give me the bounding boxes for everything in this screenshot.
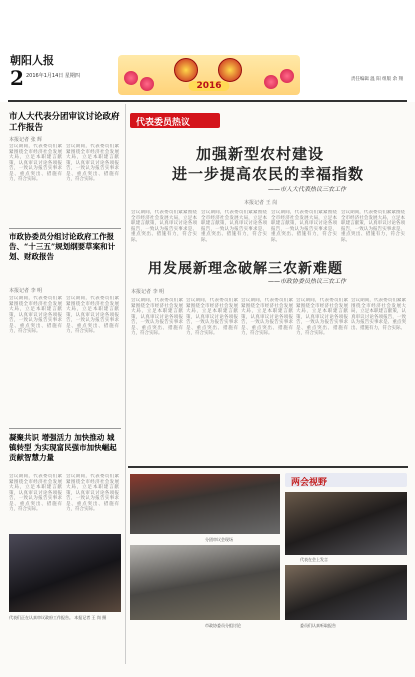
article-body: 会议期间，代表委员们紧紧围绕全市经济社会发展大局，立足本职建言献策，认真审议讨论各项报告，一致认为报告实事求是、重点突出、措施有力，符合实际。 <box>9 144 62 182</box>
festive-banner <box>118 55 300 95</box>
section-tag-label: 两会视野 <box>291 478 328 488</box>
article-body: 会议期间，代表委员们紧紧围绕全市经济社会发展大局，立足本职建言献策，认真审议讨论各项报告，一致认为报告实事求是、重点突出、措施有力，符合实际。 <box>241 298 293 336</box>
article-body: 会议期间，代表委员们紧紧围绕全市经济社会发展大局，立足本职建言献策，认真审议讨论各项报告，一致认为报告实事求是、重点突出、措施有力，符合实际。 <box>66 144 119 182</box>
article-title-cppcc: 市政协委员分组讨论政府工作报告、“十三五”规划纲要草案和计划、财政报告 <box>9 232 116 261</box>
banner-year: 2016 <box>188 81 229 91</box>
article-title-transform: 凝聚共识 增强活力 加快推动 城镇转型 为实现富民强市加快崛起贡献智慧力量 <box>9 433 117 462</box>
article-body: 会议期间，代表委员们紧紧围绕全市经济社会发展大局，立足本职建言献策，认真审议讨论各项报告，一致认为报告实事求是、重点突出、措施有力，符合实际。 <box>296 298 348 336</box>
delegate-speaking-photo <box>285 492 407 555</box>
headline-second: 用发展新理念破解三农新难题 <box>148 261 343 277</box>
article-byline: 本报记者 李 明 <box>131 289 165 295</box>
editor-credit: 责任编辑 温 阳 组版 余 翔 <box>350 77 403 82</box>
flower-decoration-icon <box>264 75 278 89</box>
delegates-photo <box>9 534 121 612</box>
national-emblem-icon <box>174 58 198 82</box>
article-body: 会议期间，代表委员们紧紧围绕全市经济社会发展大局，立足本职建言献策，认真审议讨论各项报告，一致认为报告实事求是、重点突出、措施有力，符合实际。 <box>66 296 119 334</box>
section-tag <box>285 473 407 487</box>
photo-caption: 市政协委员分组讨论 <box>205 623 241 628</box>
photo-caption: 分团审议会现场 <box>205 537 233 542</box>
feature-tag <box>130 113 220 128</box>
committee-members-photo <box>285 565 407 620</box>
headline-subtitle: ——市人大代表热议三农工作 <box>268 186 347 193</box>
article-body: 会议期间，代表委员们紧紧围绕全市经济社会发展大局，立足本职建言献策，认真审议讨论各项报告，一致认为报告实事求是、重点突出、措施有力，符合实际。 <box>341 210 405 243</box>
article-body: 会议期间，代表委员们紧紧围绕全市经济社会发展大局，立足本职建言献策，认真审议讨论各项报告，一致认为报告实事求是、重点突出、措施有力，符合实际。 <box>9 474 62 512</box>
article-body: 会议期间，代表委员们紧紧围绕全市经济社会发展大局，立足本职建言献策，认真审议讨论各项报告，一致认为报告实事求是、重点突出、措施有力，符合实际。 <box>351 298 406 331</box>
article-byline: 本报记者 李 明 <box>9 288 43 294</box>
article-divider <box>9 228 121 229</box>
article-body: 会议期间，代表委员们紧紧围绕全市经济社会发展大局，立足本职建言献策，认真审议讨论各项报告，一致认为报告实事求是、重点突出、措施有力，符合实际。 <box>131 210 197 243</box>
masthead <box>0 0 415 102</box>
article-body: 会议期间，代表委员们紧紧围绕全市经济社会发展大局，立足本职建言献策，认真审议讨论各项报告，一致认为报告实事求是、重点突出、措施有力，符合实际。 <box>131 298 183 336</box>
headline-line1: 加强新型农村建设 <box>196 145 325 163</box>
article-title-npc: 市人大代表分团审议讨论政府工作报告 <box>9 112 120 133</box>
feature-tag-label: 代表委员热议 <box>136 118 191 128</box>
cppcc-emblem-icon <box>218 58 242 82</box>
masthead-rule <box>8 100 407 102</box>
section-rule <box>128 466 408 468</box>
photo-caption: 代表在会上发言 <box>300 557 328 562</box>
dateline: 2016年1月14日 星期四 <box>26 73 80 79</box>
article-body: 会议期间，代表委员们紧紧围绕全市经济社会发展大局，立足本职建言献策，认真审议讨论各项报告，一致认为报告实事求是、重点突出、措施有力，符合实际。 <box>271 210 337 243</box>
headline-line2: 进一步提高农民的幸福指数 <box>172 165 365 183</box>
flower-decoration-icon <box>140 77 154 91</box>
newspaper-logo: 朝阳人报 <box>10 54 54 67</box>
discussion-photo <box>130 545 280 620</box>
photo-caption: 委员们认真听取报告 <box>300 623 336 628</box>
meeting-hall-photo <box>130 474 280 534</box>
column-separator <box>125 104 126 664</box>
page-number: 2 <box>10 66 24 90</box>
article-body: 会议期间，代表委员们紧紧围绕全市经济社会发展大局，立足本职建言献策，认真审议讨论各项报告，一致认为报告实事求是、重点突出、措施有力，符合实际。 <box>66 474 119 512</box>
flower-decoration-icon <box>280 69 294 83</box>
article-byline: 本报记者 王 岗 <box>244 200 278 206</box>
flower-decoration-icon <box>124 71 138 85</box>
headline-second-subtitle: ——市政协委员热议三农工作 <box>268 278 347 285</box>
article-divider <box>9 428 121 429</box>
article-body: 会议期间，代表委员们紧紧围绕全市经济社会发展大局，立足本职建言献策，认真审议讨论各项报告，一致认为报告实事求是、重点突出、措施有力，符合实际。 <box>201 210 267 243</box>
article-body: 会议期间，代表委员们紧紧围绕全市经济社会发展大局，立足本职建言献策，认真审议讨论各项报告，一致认为报告实事求是、重点突出、措施有力，符合实际。 <box>9 296 62 334</box>
article-byline: 本报记者 张 辉 <box>9 137 43 143</box>
article-body: 会议期间，代表委员们紧紧围绕全市经济社会发展大局，立足本职建言献策，认真审议讨论各项报告，一致认为报告实事求是、重点突出、措施有力，符合实际。 <box>186 298 238 336</box>
photo-caption: 代表们正在认真审议政府工作报告。 本报记者 王 岗 摄 <box>9 615 107 620</box>
